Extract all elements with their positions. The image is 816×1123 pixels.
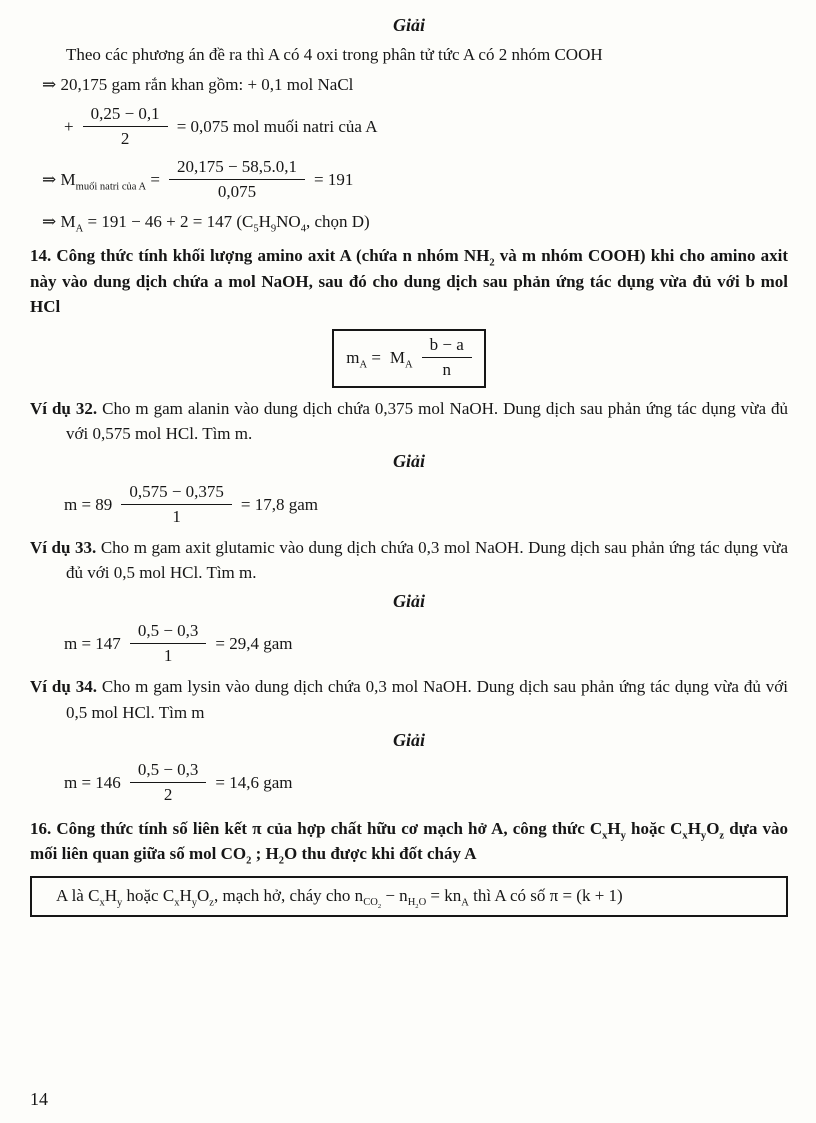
example-34-solution-heading: Giải	[392, 729, 425, 750]
example-32-solution-heading: Giải	[392, 451, 425, 472]
fraction-denominator: n	[442, 360, 451, 380]
fraction-numerator: 0,5 − 0,3	[130, 620, 207, 644]
step2-fraction	[83, 103, 168, 150]
calc-lhs: m = 89	[64, 495, 113, 515]
page-number: 14	[30, 1089, 48, 1110]
fraction-numerator: 0,5 − 0,3	[130, 759, 207, 783]
calc-fraction	[121, 481, 232, 528]
solution-step-1: ⇒ 20,175 gam rắn khan gồm: + 0,1 mol NaCl	[42, 74, 354, 94]
calc-lhs: m = 146	[64, 773, 121, 793]
fraction-denominator: 1	[172, 507, 181, 527]
calc-fraction	[130, 759, 207, 806]
solution-step-4: ⇒ $M_A = 191 - 46 + 2 = 147$ ($C_5H_9NO_4$, chọn D)	[42, 212, 370, 235]
solution-heading-top: Giải	[392, 15, 425, 35]
fraction-numerator: b − a	[422, 334, 472, 358]
solution-step-2	[64, 103, 788, 150]
calc-result: = 29,4 gam	[215, 634, 293, 654]
example-33-calculation	[64, 620, 788, 667]
fraction-numerator: 0,575 − 0,375	[121, 481, 232, 505]
amino-acid-mass-formula-box	[332, 329, 486, 388]
example-32-text: Cho m gam alanin vào dung dịch chứa 0,375 mol NaOH. Dung dịch sau phản ứng tác dụng vừa đủ với 0,575 mol HCl. Tìm m.	[66, 399, 788, 444]
step3-lhs: ⇒ $M_{muối natri của A}$ =	[42, 170, 160, 193]
fraction-numerator: 0,25 − 0,1	[83, 103, 168, 127]
example-34	[30, 674, 788, 724]
calc-fraction	[130, 620, 207, 667]
example-32	[30, 396, 788, 446]
section-14-heading: 14. Công thức tính khối lượng amino axit A (chứa n nhóm $NH_2$ và m nhóm COOH) khi cho amino axit này vào dung dịch chứa a mol NaOH, sau đó cho dung dịch sau phản ứng tác dụng vừa đủ với b mol HCl	[30, 246, 789, 316]
example-34-calculation	[64, 759, 788, 806]
formula-box-container	[30, 329, 788, 388]
step2-result: = 0,075 mol muối natri của A	[176, 116, 378, 136]
example-33-solution-heading: Giải	[392, 590, 425, 611]
example-34-text: Cho m gam lysin vào dung dịch chứa 0,3 mol NaOH. Dung dịch sau phản ứng tác dụng vừa đủ với 0,5 mol HCl. Tìm m	[66, 677, 788, 722]
fraction-denominator: 1	[163, 646, 173, 666]
step3-result: = 191	[314, 170, 354, 190]
paragraph-intro: Theo các phương án đề ra thì A có 4 oxi trong phân tử tức A có 2 nhóm COOH	[66, 44, 603, 64]
fraction-denominator: 0,075	[217, 182, 257, 202]
solution-step-3	[42, 156, 788, 203]
example-33	[30, 535, 788, 585]
calc-result: = 17,8 gam	[240, 495, 319, 515]
example-32-calculation	[64, 481, 788, 528]
example-32-label: Ví dụ 32.	[30, 399, 98, 419]
formula-fraction	[422, 334, 472, 381]
plus-sign: +	[64, 116, 74, 136]
fraction-denominator: 2	[120, 129, 130, 149]
calc-lhs: m = 147	[64, 634, 121, 654]
example-33-label: Ví dụ 33.	[30, 538, 97, 558]
formula-lhs: $m_A$ =	[346, 347, 381, 371]
calc-result: = 14,6 gam	[215, 773, 293, 793]
section-16-heading: 16. Công thức tính số liên kết π của hợp chất hữu cơ mạch hở A, công thức $C_xH_y$ hoặc $C_xH_yO_z$ dựa vào mối liên quan giữa số mol $CO_2$ ; $H_2O$ thu được khi đốt cháy A	[30, 818, 789, 867]
pi-bond-formula-box: A là $C_xH_y$ hoặc $C_xH_yO_z$, mạch hở, cháy cho $n_{CO_2} - n_{H_2O} = kn_A$ thì A có số π = (k + 1)	[30, 876, 788, 917]
step3-fraction	[169, 156, 305, 203]
fraction-denominator: 2	[163, 785, 173, 805]
example-34-label: Ví dụ 34.	[30, 677, 97, 697]
formula-coefficient: $M_A$	[389, 347, 413, 371]
example-33-text: Cho m gam axit glutamic vào dung dịch chứa 0,3 mol NaOH. Dung dịch sau phản ứng tác dụng vừa đủ với 0,5 mol HCl. Tìm m.	[66, 538, 788, 583]
fraction-numerator: 20,175 − 58,5.0,1	[169, 156, 305, 180]
